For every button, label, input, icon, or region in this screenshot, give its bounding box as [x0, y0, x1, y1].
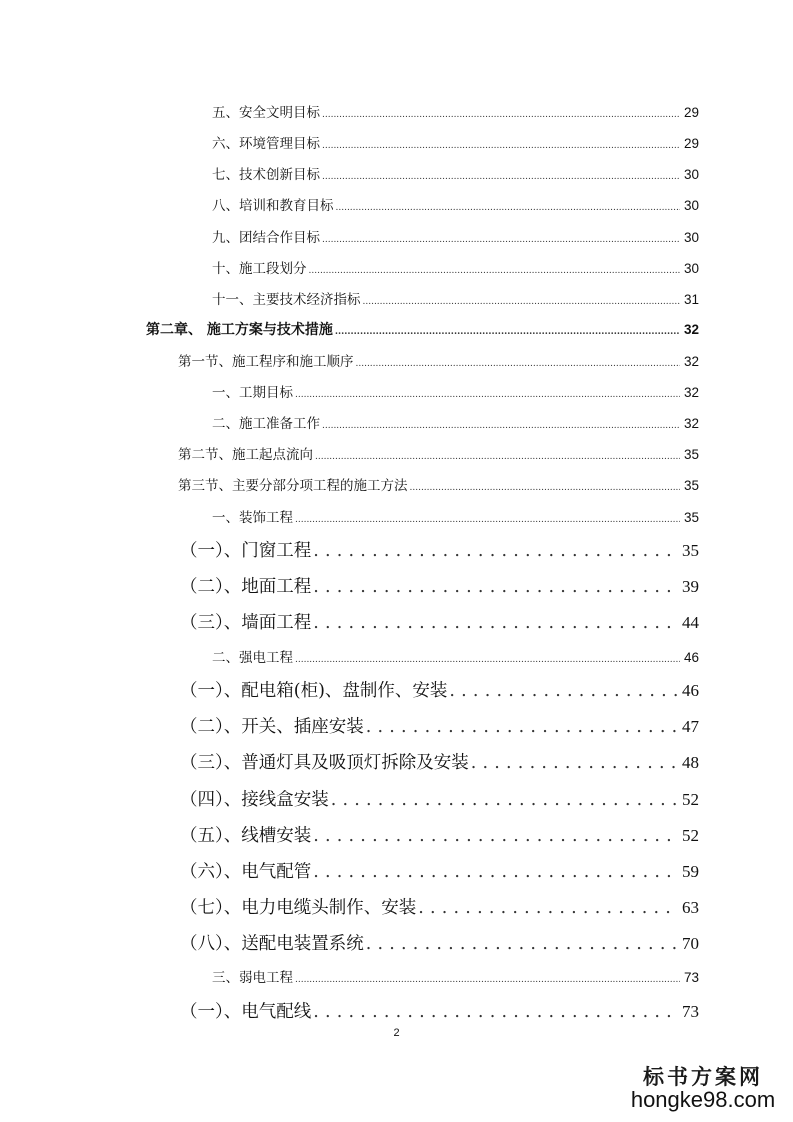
toc-entry-title: （七）、电力电缆头制作、安装 — [180, 898, 417, 918]
toc-entry-page: 73 — [683, 970, 699, 985]
toc-leader-dots — [366, 934, 678, 954]
toc-entry-title: （一）、门窗工程 — [180, 541, 312, 561]
toc-entry-page: 44 — [682, 613, 699, 632]
toc-entry-title: （五）、线槽安装 — [180, 826, 312, 846]
toc-entry — [212, 412, 699, 432]
toc-entry-page: 32 — [683, 354, 699, 369]
toc-entry-title: 二、强电工程 — [212, 650, 293, 666]
toc-entry-title: 一、工期目标 — [212, 385, 293, 401]
toc-entry-title: （三）、普通灯具及吸顶灯拆除及安装 — [180, 753, 469, 773]
toc-leader-dots — [449, 681, 678, 701]
toc-entry-title: 十一、主要技术经济指标 — [212, 292, 361, 308]
toc-entry-title: 三、弱电工程 — [212, 970, 293, 986]
toc-entry — [180, 998, 699, 1023]
toc-entry — [146, 319, 699, 339]
toc-entry-title: 七、技术创新目标 — [212, 167, 320, 183]
toc-leader-dots — [313, 613, 678, 633]
toc-leader-dots — [322, 235, 680, 245]
watermark-title: 标书方案网 — [643, 1064, 763, 1089]
toc-entry — [212, 966, 699, 986]
toc-entry-page: 32 — [683, 385, 699, 400]
toc-entry — [180, 858, 699, 883]
toc-entry-page: 35 — [682, 541, 699, 560]
toc-entry-title: （一）、电气配线 — [180, 1002, 312, 1022]
toc-leader-dots — [335, 327, 680, 337]
toc-entry — [180, 609, 699, 634]
toc-leader-dots — [418, 898, 678, 918]
toc-leader-dots — [295, 655, 680, 665]
toc-entry-title: （三）、墙面工程 — [180, 613, 312, 633]
toc-leader-dots — [356, 359, 680, 369]
toc-entry — [180, 537, 699, 562]
toc-entry — [180, 786, 699, 811]
toc-entry-title: 六、环境管理目标 — [212, 136, 320, 152]
toc-entry — [212, 257, 699, 277]
toc-entry-title: 八、培训和教育目标 — [212, 198, 334, 214]
toc-entry-page: 59 — [682, 862, 699, 881]
toc-leader-dots — [295, 515, 680, 525]
toc-entry — [178, 350, 699, 370]
toc-entry-title: （八）、送配电装置系统 — [180, 934, 364, 954]
toc-entry-page: 30 — [683, 261, 699, 276]
toc-entry-page: 52 — [682, 790, 699, 809]
toc-entry — [180, 894, 699, 919]
toc-entry-title: 五、安全文明目标 — [212, 105, 320, 121]
toc-entry-page: 39 — [682, 577, 699, 596]
toc-entry-page: 46 — [683, 650, 699, 665]
toc-leader-dots — [331, 790, 678, 810]
toc-leader-dots — [410, 483, 680, 493]
toc-entry — [180, 713, 699, 738]
toc-leader-dots — [366, 717, 678, 737]
watermark-url: hongke98.com — [630, 1087, 776, 1113]
toc-leader-dots — [313, 862, 678, 882]
toc-entry-title: 九、团结合作目标 — [212, 230, 320, 246]
toc-entry — [212, 506, 699, 526]
toc-leader-dots — [315, 452, 680, 462]
toc-leader-dots — [322, 421, 680, 431]
toc-entry — [178, 443, 699, 463]
toc-entry-page: 46 — [682, 681, 699, 700]
toc-entry-title: （二）、地面工程 — [180, 577, 312, 597]
toc-entry-title: 二、施工准备工作 — [212, 416, 320, 432]
toc-entry-page: 47 — [682, 717, 699, 736]
toc-entry — [180, 573, 699, 598]
toc-entry-title: （二）、开关、插座安装 — [180, 717, 364, 737]
toc-entry-page: 32 — [683, 416, 699, 431]
toc-entry-page: 73 — [682, 1002, 699, 1021]
toc-leader-dots — [322, 172, 680, 182]
toc-entry-title: （六）、电气配管 — [180, 862, 312, 882]
toc-leader-dots — [313, 541, 678, 561]
toc-entry — [180, 749, 699, 774]
toc-entry — [212, 132, 699, 152]
toc-entry-title: 第二节、施工起点流向 — [178, 447, 313, 463]
toc-leader-dots — [322, 141, 680, 151]
toc-entry-title: 第一节、施工程序和施工顺序 — [178, 354, 354, 370]
toc-leader-dots — [313, 1002, 678, 1022]
watermark-logo — [623, 1066, 783, 1111]
toc-entry-title: 一、装饰工程 — [212, 510, 293, 526]
toc-leader-dots — [295, 975, 680, 985]
toc-entry-page: 70 — [682, 934, 699, 953]
toc-entry-page: 29 — [683, 136, 699, 151]
toc-entry — [212, 226, 699, 246]
toc-leader-dots — [363, 297, 680, 307]
toc-entry-page: 63 — [682, 898, 699, 917]
toc-entry-title: （四）、接线盒安装 — [180, 790, 329, 810]
toc-entry-page: 30 — [683, 167, 699, 182]
toc-leader-dots — [471, 753, 678, 773]
toc-leader-dots — [336, 203, 680, 213]
toc-entry-page: 29 — [683, 105, 699, 120]
toc-entry-page: 48 — [682, 753, 699, 772]
toc-entry — [180, 677, 699, 702]
toc-entry-page: 35 — [683, 447, 699, 462]
toc-entry-title: （一）、配电箱(柜)、盘制作、安装 — [180, 681, 448, 701]
toc-entry-page: 52 — [682, 826, 699, 845]
toc-entry — [180, 822, 699, 847]
toc-entry-title: 第二章、 施工方案与技术措施 — [146, 322, 333, 338]
toc-leader-dots — [309, 266, 680, 276]
toc-entry — [180, 930, 699, 955]
toc-entry-page: 30 — [683, 230, 699, 245]
toc-entry — [212, 101, 699, 121]
toc-entry — [212, 194, 699, 214]
toc-entry-page: 35 — [683, 510, 699, 525]
toc-entry — [212, 381, 699, 401]
toc-entry-page: 30 — [683, 198, 699, 213]
toc-leader-dots — [313, 577, 678, 597]
page-number: 2 — [393, 1027, 400, 1039]
toc-leader-dots — [322, 110, 680, 120]
toc-leader-dots — [313, 826, 678, 846]
toc-entry-page: 31 — [683, 292, 699, 307]
toc-entry-title: 十、施工段划分 — [212, 261, 307, 277]
toc-entry-page: 32 — [683, 322, 699, 337]
toc-entry-page: 35 — [683, 478, 699, 493]
toc-leader-dots — [295, 390, 680, 400]
toc-entry — [212, 288, 699, 308]
toc-entry — [212, 163, 699, 183]
toc-entry-title: 第三节、主要分部分项工程的施工方法 — [178, 478, 408, 494]
toc-entry — [212, 646, 699, 666]
toc-entry — [178, 474, 699, 494]
